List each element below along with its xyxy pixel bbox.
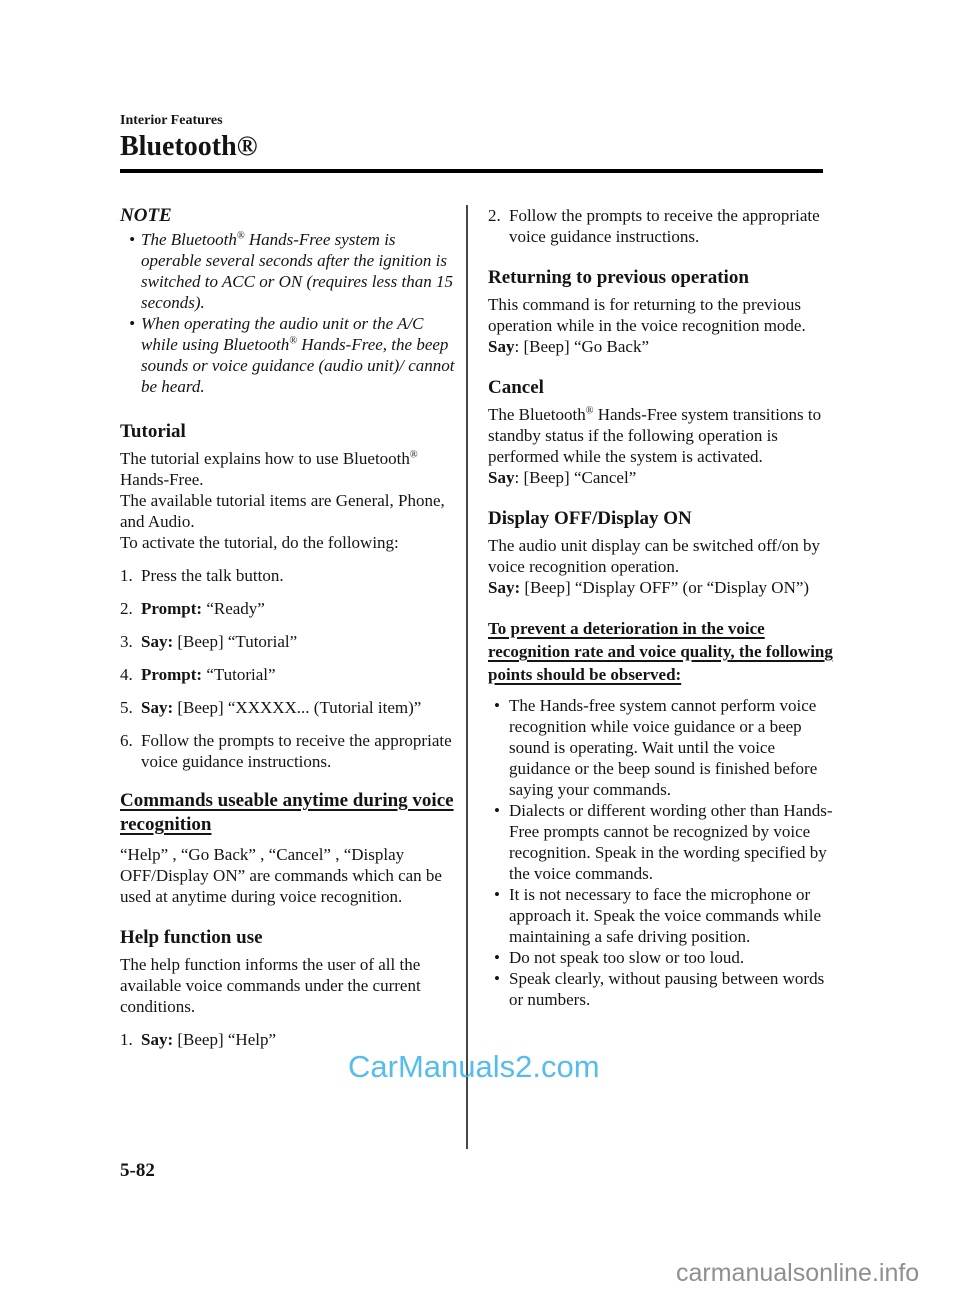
watermark-carmanuals2: CarManuals2.com [348,1049,600,1084]
tutorial-step [120,664,458,685]
display-paragraph: The audio unit display can be switched off/on by voice recognition operation. [488,536,821,576]
step-text: Prompt: “Ready” [141,599,265,618]
tutorial-intro-line: To activate the tutorial, do the following: [120,533,399,552]
tutorial-step [120,598,458,619]
step-number: 1. [120,566,133,585]
page-title: Bluetooth® [120,131,258,162]
step-number: 3. [120,632,133,651]
column-divider [466,205,468,1149]
returning-paragraph: This command is for returning to the previous operation while in the voice recognition mode. [488,295,806,335]
prevention-bullet: • Do not speak too slow or too loud. [488,947,836,968]
prevention-bullet: • The Hands-free system cannot perform voice recognition while voice guidance or a beep sound is operating. Wait until the voice guidance or the beep sound is finished before saying your commands. [488,695,836,800]
step-number: 6. [120,731,133,750]
note-bullet: • When operating the audio unit or the A/C while using Bluetooth® Hands-Free, the beep sounds or voice guidance (audio unit)/ cannot be heard. [120,313,458,397]
help-function-paragraph: The help function informs the user of all the available voice commands under the current conditions. [120,955,421,1016]
returning-say-line: Say: [Beep] “Go Back” [488,337,649,356]
tutorial-step [120,631,458,652]
step-number: 1. [120,1030,133,1049]
returning-heading: Returning to previous operation [488,267,749,288]
breadcrumb: Interior Features [120,113,223,128]
header-rule [120,169,823,173]
step-number: 2. [488,206,501,225]
tutorial-step [120,730,458,772]
commands-anytime-paragraph: “Help” , “Go Back” , “Cancel” , “Display OFF/Display ON” are commands which can be used at anytime during voice recognition. [120,845,442,906]
note-bullet: • The Bluetooth® Hands-Free system is operable several seconds after the ignition is switched to ACC or ON (requires less than 15 seconds). [120,229,458,313]
prevention-heading: To prevent a deterioration in the voice recognition rate and voice quality, the following points should be observed: [488,619,833,684]
page-header [120,113,258,162]
prevention-bullet: • Speak clearly, without pausing between words or numbers. [488,968,836,1010]
cancel-paragraph: The Bluetooth® Hands-Free system transitions to standby status if the following operation is performed while the system is activated. [488,405,822,466]
step-text: Follow the prompts to receive the appropriate voice guidance instructions. [141,731,452,771]
tutorial-step [120,565,458,586]
help-function-step [120,1029,458,1050]
step-text: Say: [Beep] “Help” [141,1030,277,1049]
cancel-say-line: Say: [Beep] “Cancel” [488,468,637,487]
prevention-bullet: • It is not necessary to face the microphone or approach it. Speak the voice commands while maintaining a safe driving position. [488,884,836,947]
display-say-line: Say: [Beep] “Display OFF” (or “Display ON”) [488,578,810,597]
step-text: Say: [Beep] “XXXXX... (Tutorial item)” [141,698,422,717]
cancel-heading: Cancel [488,377,544,398]
help-function-heading: Help function use [120,927,263,948]
display-heading: Display OFF/Display ON [488,508,692,529]
commands-anytime-heading: Commands useable anytime during voice recognition [120,790,454,835]
watermark-carmanualsonline: carmanualsonline.info [676,1259,920,1287]
prevention-bullet: • Dialects or different wording other than Hands-Free prompts cannot be recognized by voice recognition. Speak in the wording specified by the voice commands. [488,800,836,884]
note-heading: NOTE [120,205,172,226]
step-number: 4. [120,665,133,684]
tutorial-intro-line: The available tutorial items are General, Phone, and Audio. [120,491,445,531]
page-number: 5-82 [120,1160,155,1181]
tutorial-intro-line: The tutorial explains how to use Bluetooth® Hands-Free. [120,449,418,489]
right-column [488,205,836,1010]
tutorial-heading: Tutorial [120,421,186,442]
step-number: 2. [120,599,133,618]
note-block [120,205,458,397]
step-text: Prompt: “Tutorial” [141,665,276,684]
step-text: Follow the prompts to receive the appropriate voice guidance instructions. [509,206,820,246]
left-column [120,205,458,1050]
step-number: 5. [120,698,133,717]
step-text: Press the talk button. [141,566,284,585]
continued-step [488,205,836,247]
step-text: Say: [Beep] “Tutorial” [141,632,298,651]
tutorial-step [120,697,458,718]
